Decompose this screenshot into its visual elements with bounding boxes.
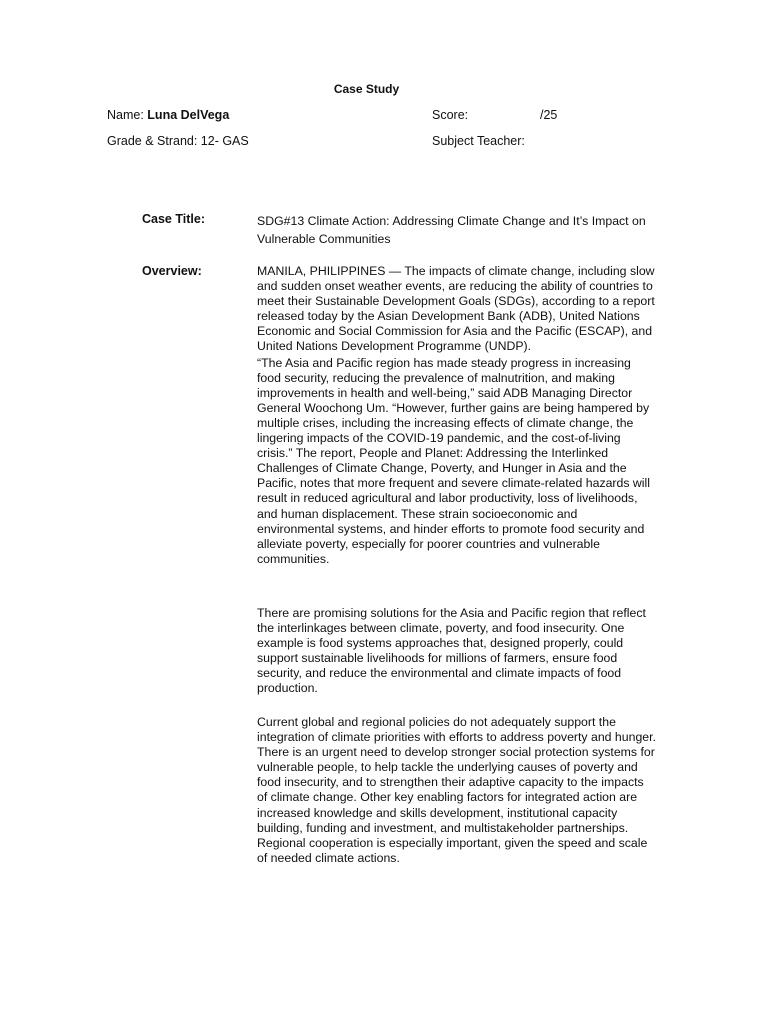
overview-label: Overview: xyxy=(142,264,202,278)
paragraph: MANILA, PHILIPPINES — The impacts of climate change, including slow and sudden onset weather events, are reducing the ability of countries to meet their Sustainable Development Goals (SDGs), according to a report released today by the Asian Development Bank (ADB), United Nations Economic and Social Commission for Asia and the Pacific (ESCAP), and United Nations Development Programme (UNDP). xyxy=(257,264,655,354)
paragraph: “The Asia and Pacific region has made steady progress in increasing food security, reducing the prevalence of malnutrition, and making improvements in health and well-being,” said ADB Managing Director General Woochong Um. “However, further gains are being hampered by multiple crises, including the increasing effects of climate change, the lingering impacts of the COVID-19 pandemic, and the cost-of-living crisis.” The report, People and Planet: Addressing the Interlinked Challenges of Climate Change, Poverty, and Hunger in Asia and the Pacific, notes that more frequent and severe climate-related hazards will result in reduced agricultural and labor productivity, loss of livelihoods, and human displacement. These strain socioeconomic and environmental systems, and hinder efforts to promote food security and alleviate poverty, especially for poorer countries and vulnerable communities. xyxy=(257,355,651,566)
name-label: Name: xyxy=(107,108,148,122)
case-title-label: Case Title: xyxy=(142,212,205,226)
document-title: Case Study xyxy=(333,82,400,96)
paragraph: Current global and regional policies do not adequately support the integration of climate priorities with efforts to address poverty and hunger. There is an urgent need to develop stronger social protection systems for vulnerable people, to help tackle the underlying causes of poverty and food insecurity, and to strengthen their adaptive capacity to the impacts of climate change. Other key enabling factors for integrated action are increased knowledge and skills development, institutional capacity building, funding and investment, and multistakeholder partnerships. Regional cooperation is especially important, given the speed and scale of needed climate actions. xyxy=(257,715,656,865)
grade-strand: Grade & Strand: 12- GAS xyxy=(107,134,249,148)
overview-section xyxy=(257,264,657,567)
student-name xyxy=(107,108,229,122)
paragraph: There are promising solutions for the Asia and Pacific region that reflect the interlinkages between climate, poverty, and food insecurity. One example is food systems approaches that, designed properly, could support sustainable livelihoods for millions of farmers, ensure food security, and reduce the environmental and climate impacts of food production. xyxy=(257,606,646,696)
name-value: Luna DelVega xyxy=(147,108,230,122)
score-label: Score: xyxy=(432,108,469,122)
case-title-text: SDG#13 Climate Action: Addressing Climate Change and It’s Impact on Vulnerable Communities xyxy=(257,214,646,246)
score-denominator: /25 xyxy=(540,108,558,122)
subject-teacher: Subject Teacher: xyxy=(432,134,525,148)
